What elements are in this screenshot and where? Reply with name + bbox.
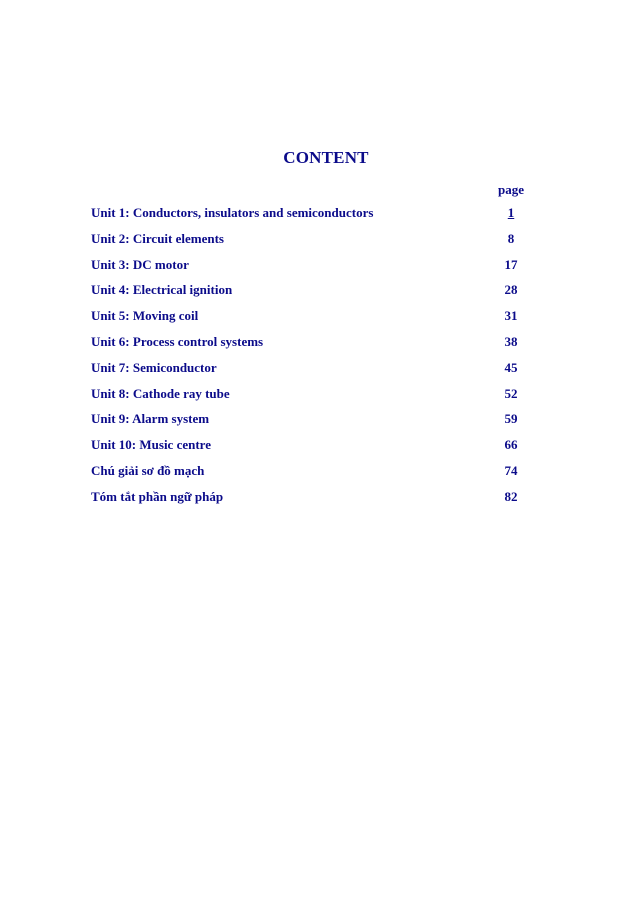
toc-entry-title: Unit 8: Cathode ray tube: [91, 385, 230, 401]
toc-entry-title: Tóm tắt phần ngữ pháp: [91, 488, 224, 504]
toc-entry-grammar-summary[interactable]: [91, 489, 531, 515]
toc-entry-page: 74: [504, 462, 518, 478]
toc-entry-title: Unit 5: Moving coil: [91, 308, 199, 324]
page-title: CONTENT: [283, 148, 369, 167]
toc-entry-unit-1[interactable]: [91, 205, 531, 231]
toc-entry-page: 38: [504, 333, 518, 349]
toc-entry-title: Chú giải sơ đồ mạch: [91, 462, 205, 478]
toc-entry-unit-7[interactable]: [91, 360, 531, 386]
toc-entry-page: 45: [504, 359, 518, 375]
toc-entry-unit-5[interactable]: [91, 308, 531, 334]
toc-entry-title: Unit 2: Circuit elements: [91, 230, 224, 246]
toc-entry-unit-8[interactable]: [91, 386, 531, 412]
toc-entry-page: 31: [504, 308, 518, 324]
toc-entry-title: Unit 4: Electrical ignition: [91, 282, 233, 298]
toc-entry-unit-10[interactable]: [91, 437, 531, 463]
toc-entry-title: Unit 3: DC motor: [91, 256, 189, 272]
toc-entry-unit-4[interactable]: [91, 282, 531, 308]
toc-entry-page: 59: [504, 411, 518, 427]
toc-entry-page: 28: [504, 282, 518, 298]
toc-entry-title: Unit 9: Alarm system: [91, 411, 210, 427]
toc-entry-page: 17: [504, 256, 518, 272]
toc-entry-page: 66: [504, 437, 518, 453]
toc-entry-unit-6[interactable]: [91, 334, 531, 360]
table-of-contents: [91, 205, 531, 515]
toc-entry-unit-2[interactable]: [91, 231, 531, 257]
page-column-label: page: [498, 182, 524, 197]
toc-entry-title: Unit 10: Music centre: [91, 437, 211, 453]
toc-entry-circuit-glossary[interactable]: [91, 463, 531, 489]
toc-entry-page: 8: [507, 230, 515, 246]
toc-entry-title: Unit 1: Conductors, insulators and semiconductors: [91, 205, 374, 220]
toc-entry-title: Unit 6: Process control systems: [91, 333, 264, 349]
toc-entry-unit-9[interactable]: [91, 411, 531, 437]
toc-entry-page: 52: [504, 385, 518, 401]
toc-entry-title: Unit 7: Semiconductor: [91, 359, 217, 375]
toc-entry-page: 82: [504, 488, 518, 504]
toc-entry-unit-3[interactable]: [91, 257, 531, 283]
toc-entry-page-link[interactable]: 1: [507, 205, 515, 220]
